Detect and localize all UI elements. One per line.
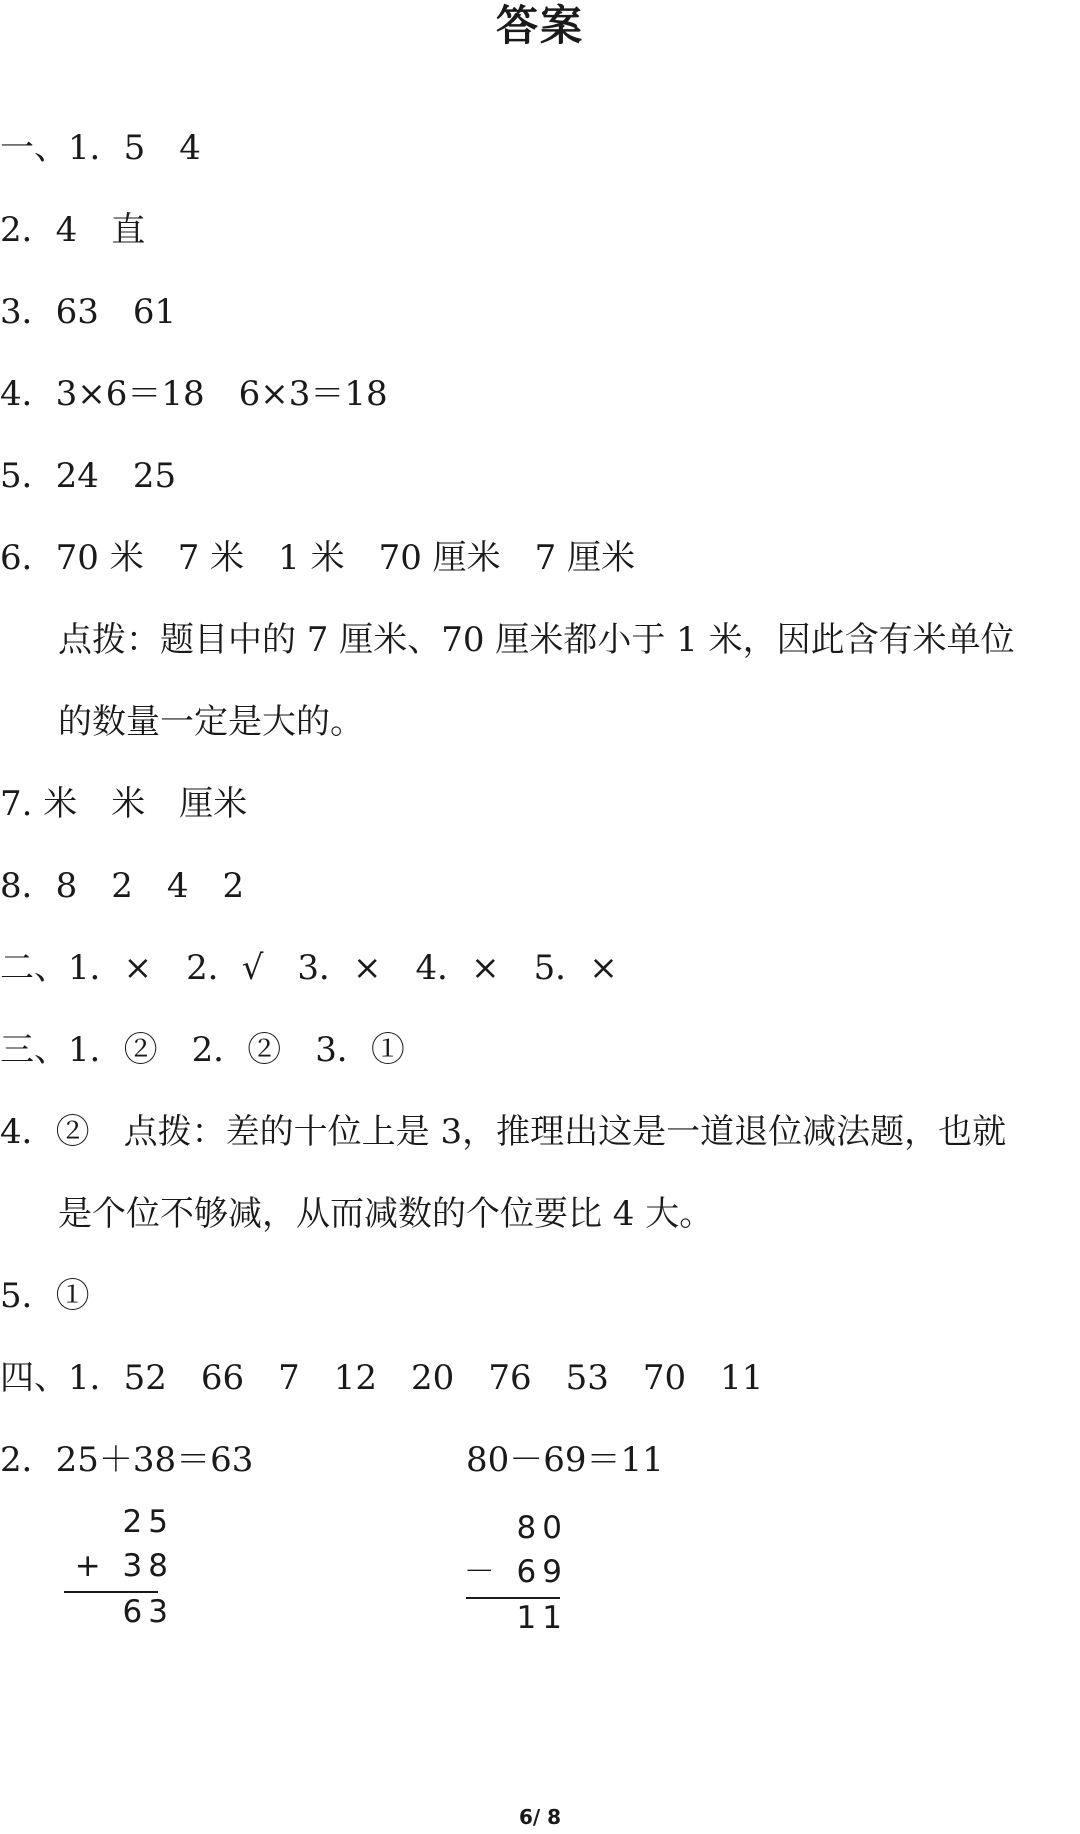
addend-top: 25	[122, 1504, 174, 1540]
answer-section-1-item-1: 一、1．5 4	[0, 128, 201, 168]
answer-section-4-item-1: 四、1．52 66 7 12 20 76 53 70 11	[0, 1358, 764, 1398]
vertical-addition	[64, 1502, 174, 1632]
minuend: 80	[516, 1510, 568, 1546]
answer-section-3-item-5: 5．①	[0, 1276, 90, 1316]
answer-section-1-item-8: 8．8 2 4 2	[0, 866, 245, 906]
answer-section-1-item-7: 7. 米 米 厘米	[0, 784, 248, 824]
answer-section-1-item-3: 3．63 61	[0, 292, 177, 332]
page-title: 答案	[495, 1, 584, 50]
answer-section-1-item-6: 6．70 米 7 米 1 米 70 厘米 7 厘米	[0, 538, 636, 578]
addend-bottom: + 38	[74, 1548, 174, 1584]
hint-item-6-line-1: 点拨：题目中的 7 厘米、70 厘米都小于 1 米，因此含有米单位	[58, 620, 1015, 660]
answer-section-3-item-4: 4．② 点拨：差的十位上是 3，推理出这是一道退位减法题，也就	[0, 1112, 1007, 1152]
answer-section-4-item-2-left: 2．25＋38＝63	[0, 1440, 254, 1480]
answer-section-4-item-2-right: 80－69＝11	[466, 1440, 664, 1480]
answer-section-1-item-2: 2．4 直	[0, 210, 146, 250]
answer-section-1-item-4: 4．3×6＝18 6×3＝18	[0, 374, 388, 414]
answer-section-2: 二、1．× 2．√ 3．× 4．× 5．×	[0, 948, 618, 988]
answer-section-3-items-1-3: 三、1．② 2．② 3．①	[0, 1030, 405, 1070]
page-number: 6/ 8	[518, 1805, 562, 1829]
subtrahend: － 69	[463, 1554, 568, 1590]
sum-result: 63	[122, 1594, 174, 1630]
difference-result: 11	[516, 1600, 568, 1636]
answer-section-1-item-5: 5．24 25	[0, 456, 177, 496]
vertical-subtraction	[460, 1508, 568, 1638]
hint-item-6-line-2: 的数量一定是大的。	[58, 702, 364, 742]
hint-section-3-item-4-line-2: 是个位不够减，从而减数的个位要比 4 大。	[58, 1194, 714, 1234]
